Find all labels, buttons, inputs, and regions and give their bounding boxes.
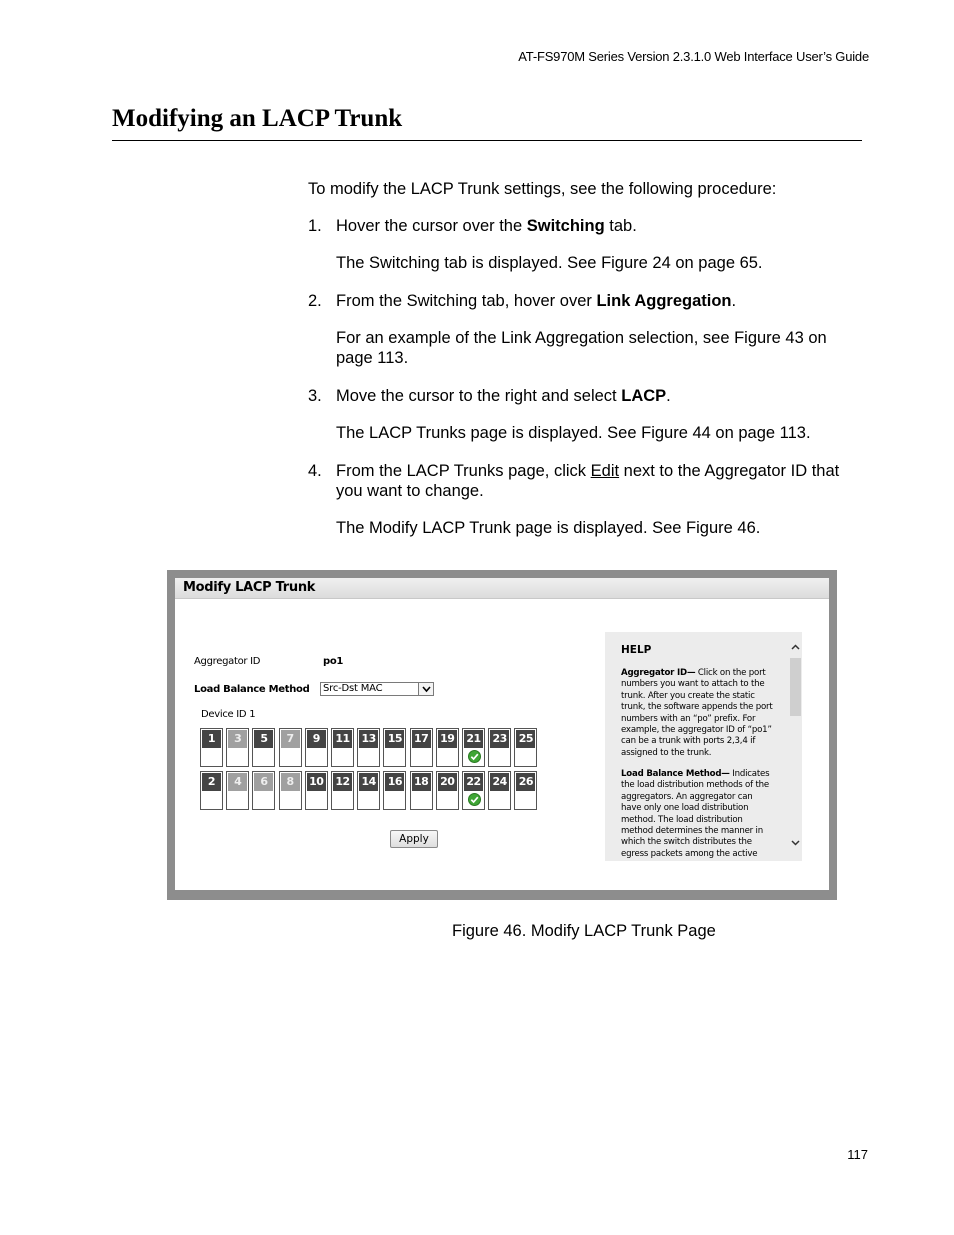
help-line: numbers you want to attach to the [621,679,765,690]
port-5[interactable] [252,728,275,767]
port-number: 12 [333,773,352,791]
help-line: example, the aggregator ID of “po1” [621,725,772,736]
step-note: The LACP Trunks page is displayed. See Figure 44 on page 113. [336,424,811,442]
help-term: Aggregator ID— [621,668,696,678]
step-bold: Switching [526,217,605,235]
device-id-label: Device ID 1 [201,709,256,720]
port-number: 22 [464,773,483,791]
help-line: method determines the manner in [621,826,763,837]
step-pre: Move the cursor to the right and select [336,387,622,405]
step-post: . [666,387,671,405]
help-line: the load distribution methods of the [621,780,769,791]
step-number: 4. [308,462,322,480]
load-balance-select[interactable] [320,682,434,696]
help-line: which the switch distributes the [621,837,752,848]
help-term: Load Balance Method— [621,769,730,779]
port-number: 13 [359,730,378,748]
help-line: numbers with an “po” prefix. For [621,713,756,724]
step-post: . [731,292,737,310]
port-number: 21 [464,730,483,748]
step-text [336,386,866,406]
port-20[interactable] [436,771,459,810]
help-line: assigned to the trunk. [621,747,712,758]
check-icon [468,793,481,806]
step-note: For an example of the Link Aggregation selection, see Figure 43 on page 113. [336,329,827,367]
port-26[interactable] [514,771,537,810]
step-pre: Hover the cursor over the [336,217,527,235]
port-number: 7 [281,730,300,748]
scroll-up-icon[interactable] [790,642,801,653]
step-text [336,291,866,311]
step-post: next to the Aggregator ID that you want to change. [336,462,840,500]
figure-caption: Figure 46. Modify LACP Trunk Page [452,922,716,940]
port-number: 3 [228,730,247,748]
port-number: 8 [281,773,300,791]
port-number: 5 [254,730,273,748]
help-line: Aggregator ID— Click on the port [621,668,766,678]
port-number: 26 [516,773,535,791]
port-13[interactable] [357,728,380,767]
port-number: 11 [333,730,352,748]
port-number: 9 [307,730,326,748]
step-bold: LACP [621,387,667,405]
port-10[interactable] [305,771,328,810]
help-line: method. The load distribution [621,814,743,825]
port-8[interactable] [279,771,302,810]
port-number: 6 [254,773,273,791]
help-line: Load Balance Method— Indicates [621,769,770,779]
section-title: Modifying an LACP Trunk [112,105,403,132]
help-line: trunk. After you create the static [621,690,755,701]
port-24[interactable] [488,771,511,810]
load-balance-label: Load Balance Method [194,684,310,695]
scroll-thumb[interactable] [790,658,801,716]
port-15[interactable] [383,728,406,767]
port-18[interactable] [410,771,433,810]
port-number: 17 [412,730,431,748]
port-19[interactable] [436,728,459,767]
port-23[interactable] [488,728,511,767]
port-11[interactable] [331,728,354,767]
port-17[interactable] [410,728,433,767]
port-4[interactable] [226,771,249,810]
panel-title: Modify LACP Trunk [183,580,316,595]
figure-screenshot [167,570,837,900]
port-number: 18 [412,773,431,791]
port-number: 15 [385,730,404,748]
help-panel [605,632,802,861]
help-scrollbar[interactable] [789,632,802,861]
header-guide-title: AT-FS970M Series Version 2.3.1.0 Web Interface User’s Guide [518,49,869,64]
help-aggregator-text [621,668,783,759]
help-load-balance-text [621,769,783,860]
port-number: 14 [359,773,378,791]
step-number: 3. [308,387,322,405]
aggregator-id-label: Aggregator ID [194,656,261,667]
port-number: 2 [202,773,221,791]
help-line: trunk, the software appends the port [621,702,773,713]
page-number: 117 [847,1147,868,1162]
port-number: 24 [490,773,509,791]
port-number: 10 [307,773,326,791]
step-post: tab. [604,217,637,235]
step-text [336,461,866,501]
port-1[interactable] [200,728,223,767]
chevron-down-icon[interactable] [418,683,433,695]
step-number: 2. [308,292,322,310]
port-6[interactable] [252,771,275,810]
port-22[interactable] [462,771,485,810]
intro-text: To modify the LACP Trunk settings, see the following procedure: [308,180,777,198]
modify-lacp-panel [175,578,829,890]
port-3[interactable] [226,728,249,767]
port-12[interactable] [331,771,354,810]
port-number: 16 [385,773,404,791]
port-number: 4 [228,773,247,791]
step-bold: Link Aggregation [596,292,732,310]
title-rule [112,140,862,141]
port-number: 20 [438,773,457,791]
aggregator-id-value: po1 [323,656,344,667]
edit-link[interactable]: Edit [590,462,620,480]
port-25[interactable] [514,728,537,767]
load-balance-value: Src-Dst MAC [323,683,383,694]
port-number: 1 [202,730,221,748]
port-2[interactable] [200,771,223,810]
step-pre: From the Switching tab, hover over [336,292,597,310]
help-line: aggregators. An aggregator can [621,791,753,802]
step-number: 1. [308,217,322,235]
step-note: The Modify LACP Trunk page is displayed. See Figure 46. [336,519,761,537]
help-line: egress packets among the active [621,848,758,859]
step-pre: From the LACP Trunks page, click [336,462,591,480]
port-21[interactable] [462,728,485,767]
port-7[interactable] [279,728,302,767]
check-icon [468,750,481,763]
scroll-down-icon[interactable] [790,837,801,848]
port-14[interactable] [357,771,380,810]
step-note: The Switching tab is displayed. See Figure 24 on page 65. [336,254,763,272]
help-title: HELP [621,644,652,656]
help-line: can be a trunk with ports 2,3,4 if [621,736,756,747]
port-number: 23 [490,730,509,748]
panel-title-bar [175,578,829,599]
port-16[interactable] [383,771,406,810]
port-9[interactable] [305,728,328,767]
help-line: have only one load distribution [621,803,749,814]
apply-button[interactable]: Apply [390,830,438,848]
port-number: 25 [516,730,535,748]
step-text [336,216,866,236]
port-number: 19 [438,730,457,748]
